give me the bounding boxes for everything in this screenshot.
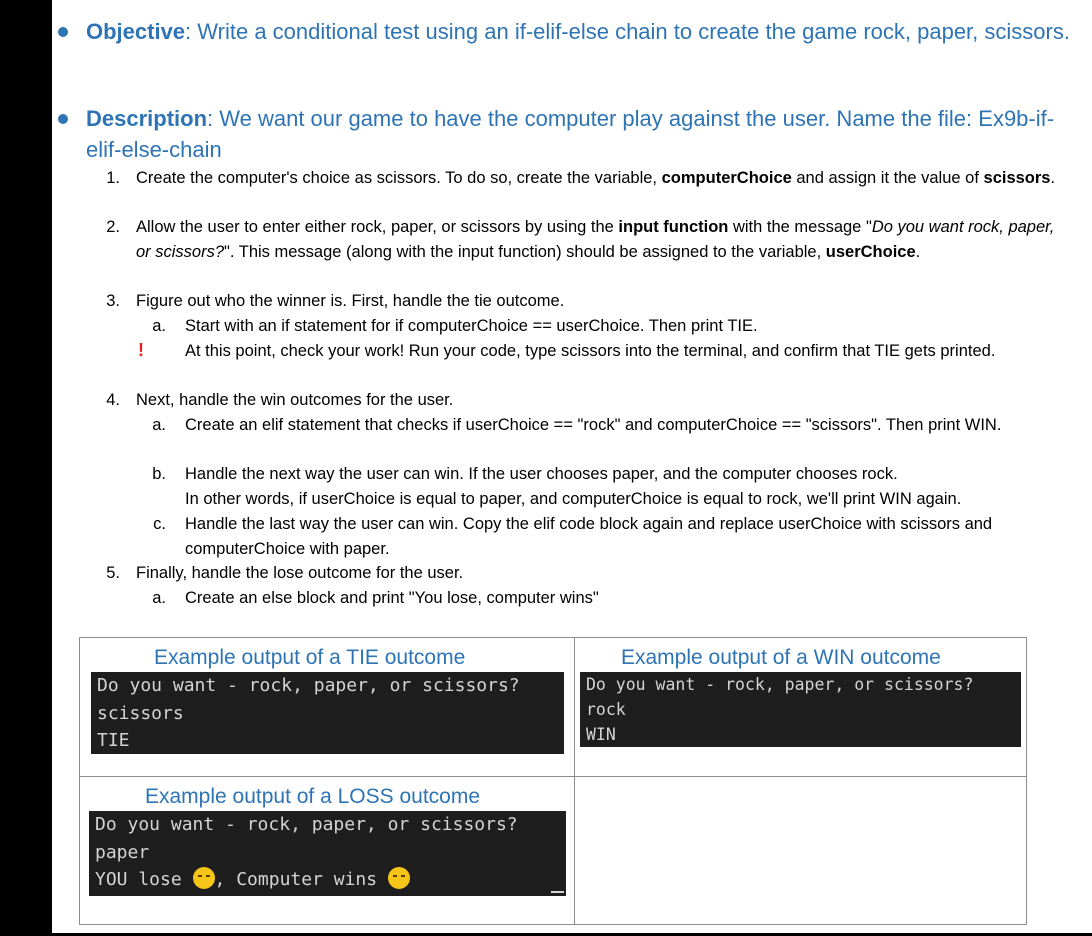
objective-bullet bbox=[58, 27, 68, 37]
sad-face-icon bbox=[193, 867, 215, 889]
step-4b-text: Handle the next way the user can win. If the user chooses paper, and the computer chooses rock. In other words, if userChoice is equal to paper, and computerChoice is equal to rock, we'll print WIN again. bbox=[185, 465, 962, 508]
description-heading bbox=[86, 103, 1076, 165]
tie-example-terminal: Do you want - rock, paper, or scissors? scissors TIE bbox=[91, 672, 564, 754]
step-4c-number: c. bbox=[153, 515, 166, 533]
step-4b-number: b. bbox=[152, 465, 166, 483]
left-black-bar bbox=[0, 0, 52, 936]
terminal-cursor bbox=[551, 891, 564, 893]
table-vertical-divider bbox=[574, 637, 575, 925]
objective-text: : Write a conditional test using an if-elif-else chain to create the game rock, paper, scissors. bbox=[185, 19, 1070, 44]
step-3a-text: Start with an if statement for if computerChoice == userChoice. Then print TIE. bbox=[185, 317, 758, 335]
description-bullet bbox=[58, 114, 68, 124]
loss-example-caption: Example output of a LOSS outcome bbox=[145, 785, 481, 808]
step-4-number: 4. bbox=[106, 391, 120, 409]
objective-label: Objective bbox=[86, 19, 186, 44]
table-horizontal-divider bbox=[79, 776, 1027, 777]
step-3a-number: a. bbox=[152, 317, 166, 335]
step-1-text: Create the computer's choice as scissors. To do so, create the variable, computerChoice and assign it the value of scissors. bbox=[136, 169, 1056, 187]
win-example-caption: Example output of a WIN outcome bbox=[621, 646, 941, 669]
smiling-face-icon bbox=[388, 867, 410, 889]
step-2-number: 2. bbox=[106, 218, 120, 236]
step-4c-text: Handle the last way the user can win. Copy the elif code block again and replace userChoice with scissors and computerChoice with paper. bbox=[185, 515, 993, 558]
step-4a-number: a. bbox=[152, 416, 166, 434]
tie-example-caption: Example output of a TIE outcome bbox=[154, 646, 466, 669]
step-4-text: Next, handle the win outcomes for the user. bbox=[136, 391, 454, 409]
step-5-text: Finally, handle the lose outcome for the user. bbox=[136, 564, 464, 582]
description-text: : We want our game to have the computer play against the user. Name the file: Ex9b-if-elif-else-chain bbox=[86, 106, 1055, 162]
step-5a-number: a. bbox=[152, 589, 166, 607]
step-2-text: Allow the user to enter either rock, paper, or scissors by using the input function with the message "Do you want rock, paper, or scissors?". This message (along with the input function) should be assigned to the variable, userChoice. bbox=[136, 218, 1055, 261]
objective-heading bbox=[86, 16, 1076, 47]
warning-icon: ! bbox=[138, 340, 144, 360]
step-3-warning-text: At this point, check your work! Run your code, type scissors into the terminal, and confirm that TIE gets printed. bbox=[185, 342, 996, 360]
step-5-number: 5. bbox=[106, 564, 120, 582]
step-3-number: 3. bbox=[106, 292, 120, 310]
step-5a-text: Create an else block and print "You lose, computer wins" bbox=[185, 589, 599, 607]
win-example-terminal: Do you want - rock, paper, or scissors? rock WIN bbox=[580, 672, 1021, 747]
loss-example-terminal: Do you want - rock, paper, or scissors? paper YOU lose , Computer wins bbox=[89, 811, 566, 896]
step-1-number: 1. bbox=[106, 169, 120, 187]
step-4a-text: Create an elif statement that checks if userChoice == "rock" and computerChoice == "scissors". Then print WIN. bbox=[185, 416, 1002, 434]
step-3-text: Figure out who the winner is. First, handle the tie outcome. bbox=[136, 292, 565, 310]
description-label: Description bbox=[86, 106, 208, 131]
